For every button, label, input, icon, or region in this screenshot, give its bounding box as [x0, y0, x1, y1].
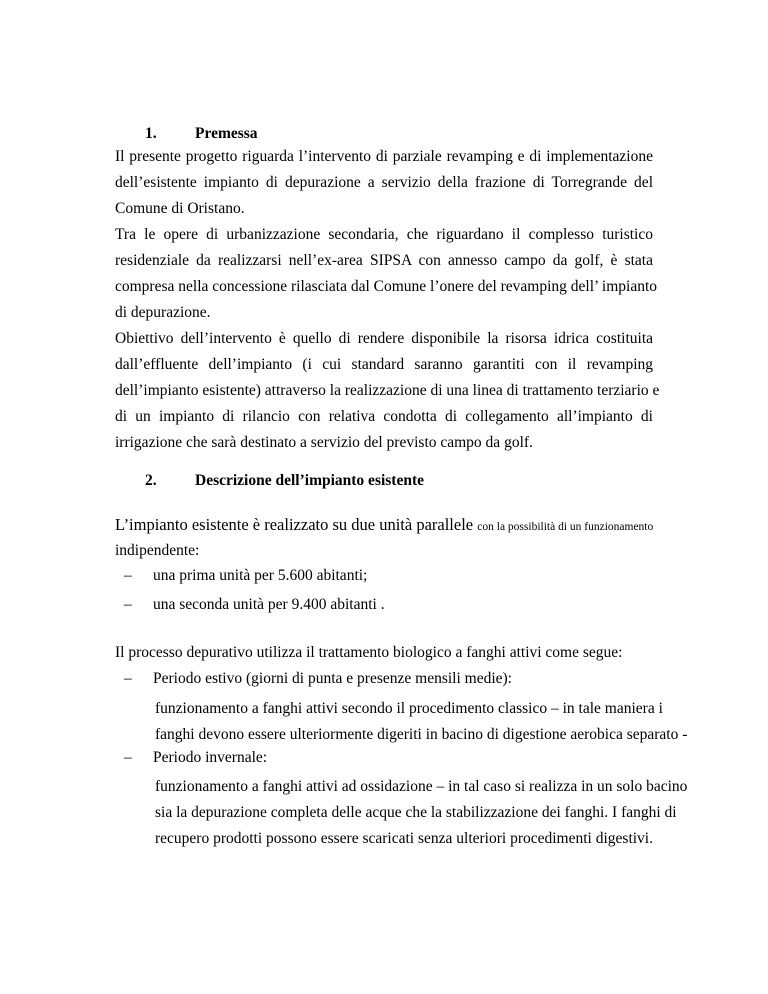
list-item-text: una prima unità per 5.600 abitanti; [153, 567, 368, 584]
section-number: 2. [145, 472, 157, 489]
text-line: dall’effluente dell’impianto (i cui standard saranno garantiti con il revamping [115, 356, 653, 373]
text-line: dell’esistente impianto di depurazione a servizio della frazione di Torregrande del [115, 174, 653, 191]
text-line: recupero prodotti possono essere scaricati senza ulteriori procedimenti digestivi. [155, 830, 653, 847]
dash-bullet-icon: – [124, 596, 132, 613]
paragraph-existing-plant [115, 512, 653, 564]
list-item-winter [124, 749, 654, 767]
text-line: funzionamento a fanghi attivi secondo il procedimento classico – in tale maniera i [155, 700, 663, 717]
text-line: Comune di Oristano. [115, 200, 245, 217]
list-item [124, 567, 654, 585]
intro-small-text: con la possibilità di un funzionamento [477, 521, 654, 533]
dash-bullet-icon: – [124, 567, 132, 584]
text-line: dell’impianto esistente) attraverso la realizzazione di una linea di trattamento terziario e [115, 382, 660, 399]
list-item-label: Periodo invernale: [153, 749, 268, 766]
section-heading-descrizione [145, 472, 424, 490]
list-item-label: Periodo estivo (giorni di punta e presenze mensili medie): [153, 670, 512, 687]
text-line: fanghi devono essere ulteriormente digeriti in bacino di digestione aerobica separato - [155, 726, 688, 743]
text-line: residenziale da realizzarsi nell’ex-area SIPSA con annesso campo da golf, è stata [115, 252, 653, 269]
text-line: di depurazione. [115, 304, 211, 321]
section-number: 1. [145, 125, 157, 142]
dash-bullet-icon: – [124, 670, 132, 687]
paragraph-process [115, 640, 653, 666]
text-line: funzionamento a fanghi attivi ad ossidazione – in tal caso si realizza in un solo bacino [155, 778, 688, 795]
section-heading-premessa [145, 125, 258, 143]
list-item-text: una seconda unità per 9.400 abitanti . [153, 596, 385, 613]
section-title: Premessa [195, 125, 258, 142]
text-line: Tra le opere di urbanizzazione secondaria, che riguardano il complesso turistico [115, 226, 653, 243]
list-item-summer [124, 670, 654, 688]
paragraph-urbanization [115, 222, 658, 326]
text-line: indipendente: [115, 542, 200, 559]
text-line: di un impianto di rilancio con relativa condotta di collegamento all’impianto di [115, 408, 653, 425]
intro-main-text: L’impianto esistente è realizzato su due unità parallele [115, 515, 474, 534]
paragraph-objective [115, 326, 660, 456]
dash-bullet-icon: – [124, 749, 132, 766]
text-line: sia la depurazione completa delle acque che la stabilizzazione dei fanghi. I fanghi di [155, 804, 677, 821]
winter-description [155, 774, 688, 852]
section-title: Descrizione dell’impianto esistente [195, 472, 425, 489]
text-line: Il presente progetto riguarda l’intervento di parziale revamping e di implementazione [115, 148, 653, 165]
text-line: compresa nella concessione rilasciata dal Comune l’onere del revamping dell’ impianto [115, 278, 658, 295]
text-line: Obiettivo dell’intervento è quello di rendere disponibile la risorsa idrica costituita [115, 330, 653, 347]
text-line: irrigazione che sarà destinato a servizio del previsto campo da golf. [115, 434, 533, 451]
paragraph-intro [115, 144, 653, 222]
summer-description [155, 696, 688, 748]
list-item [124, 596, 654, 614]
text-line: Il processo depurativo utilizza il trattamento biologico a fanghi attivi come segue: [115, 644, 623, 661]
text-line-mixed [115, 512, 653, 538]
